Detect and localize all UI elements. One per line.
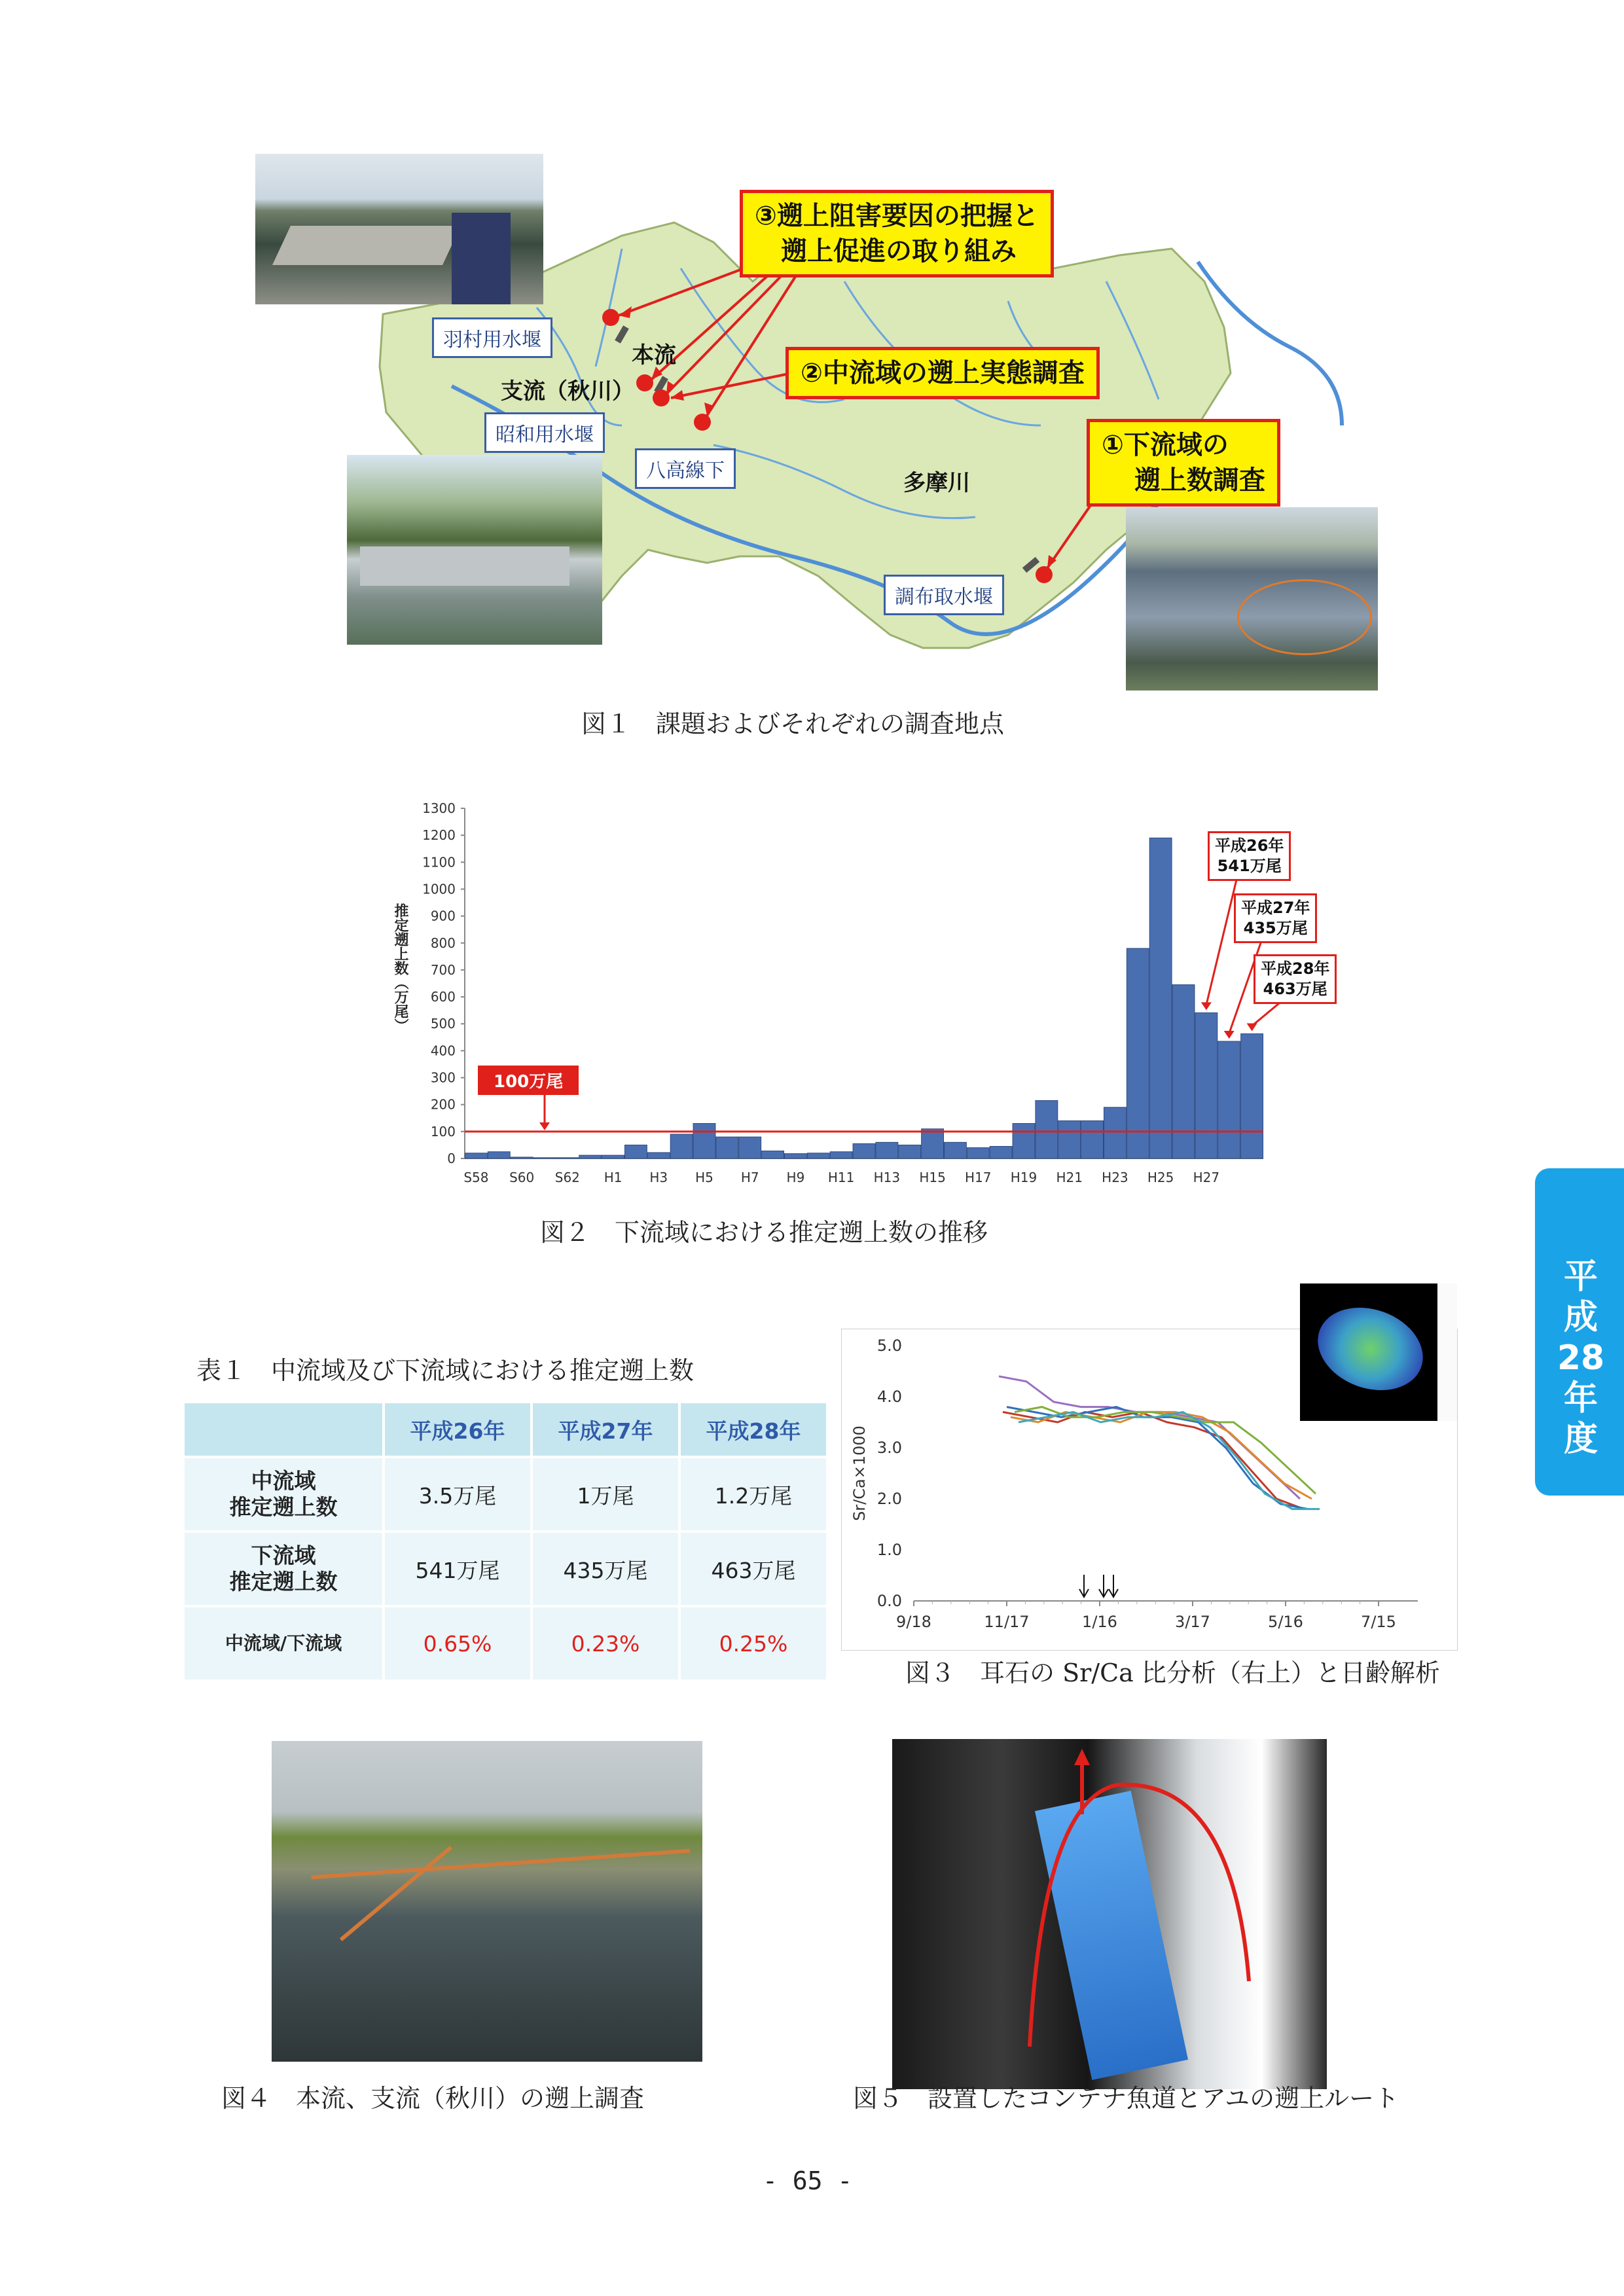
label-main-stream: 本流 bbox=[632, 342, 676, 368]
x-tick-label: H25 bbox=[1147, 1170, 1174, 1185]
callout-h27-year: 平成27年 bbox=[1241, 899, 1310, 917]
row-label bbox=[183, 1457, 384, 1532]
x-tick-label: H15 bbox=[919, 1170, 946, 1185]
table-cell: 0.25% bbox=[679, 1606, 827, 1681]
row-label-line1: 中流域 bbox=[251, 1468, 316, 1494]
x-tick-label: 9/18 bbox=[896, 1613, 931, 1631]
fishway-photo bbox=[255, 154, 543, 304]
label-showa-weir: 昭和用水堰 bbox=[484, 412, 605, 453]
bar bbox=[1104, 1107, 1127, 1158]
callout-item2 bbox=[785, 347, 1100, 399]
bar-chart bbox=[367, 792, 1322, 1211]
otolith-image bbox=[1300, 1283, 1437, 1421]
page-number: - 65 - bbox=[763, 2166, 853, 2195]
x-tick-label: H3 bbox=[649, 1170, 668, 1185]
row-label-line2: 推定遡上数 bbox=[229, 1569, 338, 1594]
y-tick-label: 1.0 bbox=[876, 1541, 902, 1559]
bar bbox=[899, 1145, 921, 1158]
table1-caption: 表１ 中流域及び下流域における推定遡上数 bbox=[196, 1356, 695, 1385]
figure3 bbox=[841, 1329, 1458, 1651]
x-tick-label: H17 bbox=[965, 1170, 992, 1185]
bar bbox=[830, 1152, 852, 1158]
table-header-h28: 平成28年 bbox=[679, 1402, 827, 1457]
tab-char-2: 成 bbox=[1563, 1298, 1598, 1337]
y-tick-label: 5.0 bbox=[876, 1336, 902, 1355]
bar bbox=[465, 1153, 488, 1158]
series-line bbox=[1019, 1412, 1320, 1509]
x-tick-label: 5/16 bbox=[1268, 1613, 1303, 1631]
y-tick-label: 4.0 bbox=[876, 1388, 902, 1406]
ylabel: 推定遡上数（万尾） bbox=[392, 903, 408, 1033]
row-label bbox=[183, 1532, 384, 1606]
table-row bbox=[183, 1532, 827, 1606]
reference-label: 100万尾 bbox=[478, 1066, 579, 1095]
label-tributary: 支流（秋川） bbox=[501, 378, 634, 404]
label-tama-river: 多摩川 bbox=[903, 470, 970, 496]
table-cell: 541万尾 bbox=[384, 1532, 532, 1606]
row-label-line1: 下流域 bbox=[251, 1543, 316, 1569]
x-tick-label: H11 bbox=[827, 1170, 855, 1185]
callout-item3-line2: 遡上促進の取り組み bbox=[781, 236, 1017, 266]
callout-arrowhead bbox=[1224, 1031, 1235, 1039]
table-row bbox=[183, 1457, 827, 1532]
bar bbox=[1036, 1101, 1058, 1158]
callout-h28-year: 平成28年 bbox=[1261, 960, 1330, 978]
bar bbox=[945, 1142, 967, 1158]
tab-char-1: 平 bbox=[1563, 1257, 1598, 1297]
otolith-legend bbox=[1437, 1283, 1457, 1421]
callout-item2-text: ②中流域の遡上実態調査 bbox=[801, 358, 1085, 388]
callout-arrowhead bbox=[1247, 1023, 1257, 1031]
bar bbox=[1013, 1124, 1035, 1159]
bar bbox=[602, 1155, 624, 1158]
year-side-tab-text bbox=[1551, 1257, 1610, 1460]
y-tick-label: 500 bbox=[430, 1016, 456, 1032]
callout-h27 bbox=[1234, 893, 1317, 943]
container-fishway-photo bbox=[892, 1739, 1327, 2089]
y-tick-label: 0 bbox=[447, 1151, 456, 1166]
x-tick-label: S60 bbox=[509, 1170, 535, 1185]
table-cell: 0.23% bbox=[532, 1606, 679, 1681]
y-tick-label: 1100 bbox=[422, 854, 456, 870]
table-header-h27: 平成27年 bbox=[532, 1402, 679, 1457]
tab-char-5: 度 bbox=[1563, 1420, 1598, 1459]
label-hachiko-line: 八高線下 bbox=[635, 448, 736, 489]
row-label: 中流域/下流域 bbox=[183, 1606, 384, 1681]
x-tick-label: H23 bbox=[1102, 1170, 1128, 1185]
x-tick-label: 1/16 bbox=[1082, 1613, 1117, 1631]
bar bbox=[1058, 1121, 1081, 1158]
y-tick-label: 900 bbox=[430, 908, 456, 924]
bar bbox=[762, 1151, 784, 1158]
figure5-caption: 図５ 設置したコンテナ魚道とアユの遡上ルート bbox=[853, 2084, 1399, 2113]
y-tick-label: 700 bbox=[430, 961, 456, 978]
table-cell: 463万尾 bbox=[679, 1532, 827, 1606]
table-header-row bbox=[183, 1402, 827, 1457]
callout-h27-value: 435万尾 bbox=[1243, 919, 1308, 938]
callout-h28 bbox=[1254, 954, 1337, 1004]
bar bbox=[693, 1124, 715, 1159]
x-tick-label: H19 bbox=[1010, 1170, 1038, 1185]
y-tick-label: 600 bbox=[430, 989, 456, 1005]
callout-h26 bbox=[1208, 831, 1291, 881]
y-tick-label: 3.0 bbox=[876, 1439, 902, 1457]
survey-net-photo bbox=[272, 1741, 702, 2062]
figure2-caption: 図２ 下流域における推定遡上数の推移 bbox=[540, 1218, 988, 1247]
bar bbox=[1218, 1041, 1240, 1158]
bar bbox=[1127, 948, 1149, 1158]
fish-trap-photo bbox=[1126, 507, 1378, 691]
x-tick-label: H5 bbox=[695, 1170, 713, 1185]
bar bbox=[1195, 1013, 1218, 1158]
x-tick-label: 3/17 bbox=[1175, 1613, 1210, 1631]
callout-item3 bbox=[740, 190, 1054, 278]
callout-h28-value: 463万尾 bbox=[1263, 980, 1327, 999]
bar bbox=[990, 1146, 1012, 1158]
bar bbox=[876, 1142, 898, 1158]
table-cell: 1.2万尾 bbox=[679, 1457, 827, 1532]
y-tick-label: 100 bbox=[430, 1123, 456, 1139]
bar bbox=[785, 1154, 807, 1158]
table-row bbox=[183, 1606, 827, 1681]
y-tick-label: 1200 bbox=[422, 827, 456, 844]
bar bbox=[716, 1137, 738, 1158]
label-hamura-weir: 羽村用水堰 bbox=[432, 317, 552, 358]
y-tick-label: 300 bbox=[430, 1069, 456, 1086]
bar bbox=[853, 1143, 875, 1158]
label-chofu-weir: 調布取水堰 bbox=[884, 575, 1004, 615]
bar bbox=[670, 1134, 693, 1158]
figure4-caption: 図４ 本流、支流（秋川）の遡上調査 bbox=[221, 2084, 645, 2113]
y-axis-label: Sr/Ca×1000 bbox=[850, 1426, 869, 1521]
y-tick-label: 1300 bbox=[422, 800, 456, 816]
weir-photo bbox=[347, 455, 602, 645]
x-tick-label: H21 bbox=[1056, 1170, 1083, 1185]
callout-h26-year: 平成26年 bbox=[1215, 836, 1284, 855]
series-line bbox=[1007, 1407, 1308, 1509]
bar bbox=[1241, 1033, 1263, 1158]
callout-item3-line1: ③遡上阻害要因の把握と bbox=[755, 201, 1039, 231]
x-tick-label: S58 bbox=[463, 1170, 489, 1185]
figure2 bbox=[367, 792, 1330, 1211]
bar bbox=[579, 1155, 602, 1158]
table-header-blank bbox=[183, 1402, 384, 1457]
bar bbox=[625, 1145, 647, 1158]
ascent-route-arrows bbox=[892, 1739, 1327, 2089]
x-tick-label: 7/15 bbox=[1361, 1613, 1396, 1631]
y-tick-label: 200 bbox=[430, 1096, 456, 1113]
bar bbox=[1149, 838, 1172, 1158]
series-line bbox=[1011, 1412, 1312, 1499]
table-cell: 3.5万尾 bbox=[384, 1457, 532, 1532]
callout-h26-value: 541万尾 bbox=[1217, 857, 1282, 876]
x-tick-label: H1 bbox=[604, 1170, 623, 1185]
table-cell: 0.65% bbox=[384, 1606, 532, 1681]
callout-item1-line2: 遡上数調査 bbox=[1134, 465, 1265, 495]
bar bbox=[1081, 1121, 1104, 1158]
figure1-caption: 図１ 課題およびそれぞれの調査地点 bbox=[581, 709, 1005, 738]
x-tick-label: H13 bbox=[873, 1170, 901, 1185]
bar bbox=[739, 1137, 761, 1158]
tab-char-3: 28 bbox=[1557, 1338, 1605, 1378]
figure1 bbox=[255, 151, 1394, 694]
callout-item1-line1: ①下流域の bbox=[1102, 430, 1229, 460]
callout-arrowhead bbox=[1201, 1002, 1212, 1010]
y-tick-label: 400 bbox=[430, 1043, 456, 1059]
bar bbox=[967, 1148, 989, 1158]
x-tick-label: H27 bbox=[1193, 1170, 1220, 1185]
x-tick-label: S62 bbox=[554, 1170, 580, 1185]
table1 bbox=[182, 1401, 829, 1682]
bar bbox=[922, 1129, 944, 1158]
bar bbox=[488, 1152, 510, 1158]
bar bbox=[511, 1157, 533, 1158]
y-tick-label: 0.0 bbox=[876, 1592, 902, 1610]
table-cell: 435万尾 bbox=[532, 1532, 679, 1606]
table-cell: 1万尾 bbox=[532, 1457, 679, 1532]
bar bbox=[807, 1153, 829, 1158]
x-tick-label: H7 bbox=[740, 1170, 759, 1185]
figure3-caption: 図３ 耳石の Sr/Ca 比分析（右上）と日齢解析 bbox=[905, 1659, 1440, 1687]
x-tick-label: H9 bbox=[786, 1170, 805, 1185]
x-tick-label: 11/17 bbox=[984, 1613, 1030, 1631]
series-line bbox=[1015, 1407, 1316, 1494]
callout-item1 bbox=[1087, 419, 1280, 507]
reference-arrowhead bbox=[539, 1122, 550, 1130]
y-tick-label: 2.0 bbox=[876, 1490, 902, 1508]
y-tick-label: 800 bbox=[430, 935, 456, 951]
tab-char-4: 年 bbox=[1563, 1379, 1598, 1418]
table-header-h26: 平成26年 bbox=[384, 1402, 532, 1457]
bar bbox=[647, 1153, 670, 1158]
y-tick-label: 1000 bbox=[422, 881, 456, 897]
row-label-line2: 推定遡上数 bbox=[229, 1494, 338, 1520]
callout-arrow bbox=[1206, 877, 1237, 1005]
